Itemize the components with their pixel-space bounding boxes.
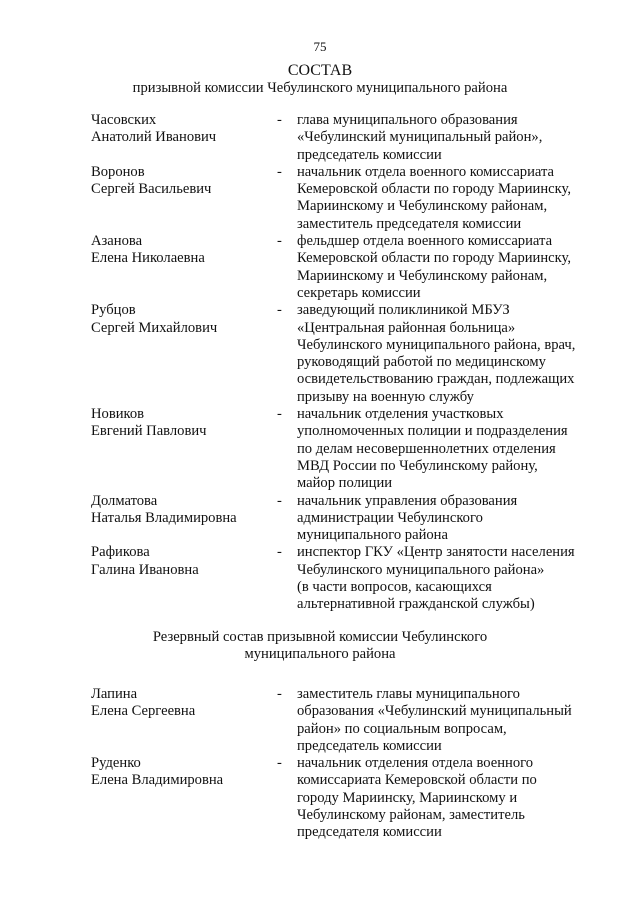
subtitle: призывной комиссии Чебулинского муниципального района: [132, 80, 508, 96]
member-position-line: майор полиции: [297, 475, 393, 492]
member-position: [297, 493, 597, 545]
dash-separator: -: [277, 302, 282, 319]
member-position-line: начальник отдела военного комиссариата: [297, 163, 555, 180]
member-name-line: Елена Сергеевна: [91, 703, 196, 720]
member-name: [91, 755, 261, 790]
member-position-line: администрации Чебулинского: [297, 509, 483, 526]
member-row: [0, 686, 640, 755]
member-name: [91, 302, 261, 337]
member-row: [0, 493, 640, 545]
member-position: [297, 164, 597, 233]
member-name-line: Рубцов: [91, 302, 136, 319]
member-name: [91, 164, 261, 199]
dash-separator: -: [277, 406, 282, 423]
member-position-line: район» по социальным вопросам,: [297, 720, 507, 737]
member-row: [0, 406, 640, 492]
reserve-title: [0, 629, 640, 664]
member-position: [297, 544, 597, 613]
member-name-line: Новиков: [91, 406, 145, 423]
dash-separator: -: [277, 686, 282, 702]
document-title: [0, 62, 640, 97]
member-name-line: Лапина: [91, 686, 138, 702]
member-position-line: альтернативной гражданской службы): [297, 596, 535, 613]
member-position-line: Кемеровской области по городу Мариинску,: [297, 181, 572, 198]
member-position-line: председателя комиссии: [297, 824, 442, 841]
member-name-line: Сергей Васильевич: [91, 181, 212, 198]
member-position-line: Мариинскому и Чебулинскому районам,: [297, 198, 548, 215]
member-position: [297, 406, 597, 492]
dash-separator: -: [277, 755, 282, 772]
member-position-line: «Центральная районная больница»: [297, 319, 516, 336]
member-position-line: инспектор ГКУ «Центр занятости населения: [297, 544, 575, 561]
member-name: [91, 112, 261, 147]
member-position-line: председатель комиссии: [297, 737, 442, 754]
member-position-line: (в части вопросов, касающихся: [297, 579, 492, 596]
reserve-title-line: муниципального района: [244, 646, 396, 663]
member-name-line: Елена Николаевна: [91, 250, 205, 267]
member-row: [0, 544, 640, 613]
dash-separator: -: [277, 233, 282, 250]
member-position-line: заведующий поликлиникой МБУЗ: [297, 302, 510, 319]
page-number: 75: [313, 39, 327, 54]
member-position-line: начальник отделения отдела военного: [297, 755, 534, 772]
member-position-line: муниципального района: [297, 527, 448, 544]
member-position-line: Кемеровской области по городу Мариинску,: [297, 250, 572, 267]
member-position: [297, 233, 597, 302]
dash-separator: -: [277, 112, 282, 128]
member-row: [0, 164, 640, 233]
member-position-line: начальник отделения участковых: [297, 406, 504, 423]
member-row: [0, 755, 640, 841]
member-row: [0, 233, 640, 302]
member-position-line: фельдшер отдела военного комиссариата: [297, 233, 553, 250]
dash-separator: -: [277, 544, 282, 561]
member-position-line: секретарь комиссии: [297, 284, 421, 301]
member-position-line: уполномоченных полиции и подразделения: [297, 423, 568, 440]
member-position-line: образования «Чебулинский муниципальный: [297, 703, 572, 720]
member-name-line: Воронов: [91, 163, 145, 180]
member-name: [91, 686, 261, 721]
member-position-line: начальник управления образования: [297, 492, 518, 509]
member-name: [91, 544, 261, 579]
member-name-line: Рафикова: [91, 544, 150, 561]
member-name-line: Галина Ивановна: [91, 561, 199, 578]
reserve-title-line: Резервный состав призывной комиссии Чебулинского: [152, 629, 488, 645]
main-members-list: [0, 112, 640, 614]
member-position-line: городу Мариинску, Мариинскому и: [297, 789, 518, 806]
member-name-line: Наталья Владимировна: [91, 509, 237, 526]
member-position-line: заместитель председателя комиссии: [297, 215, 522, 232]
member-position: [297, 755, 597, 841]
member-position-line: Чебулинского муниципального района, врач,: [297, 336, 576, 353]
member-name-line: Евгений Павлович: [91, 423, 207, 440]
member-name-line: Сергей Михайлович: [91, 319, 218, 336]
member-name-line: Азанова: [91, 233, 143, 250]
reserve-members-list: [0, 686, 640, 842]
member-row: [0, 302, 640, 406]
title: СОСТАВ: [287, 62, 353, 79]
dash-separator: -: [277, 163, 282, 180]
member-name-line: Анатолий Иванович: [91, 129, 217, 146]
member-position-line: председатель комиссии: [297, 146, 442, 163]
member-position-line: МВД России по Чебулинскому району,: [297, 457, 538, 474]
member-position-line: Чебулинского муниципального района»: [297, 561, 545, 578]
member-name-line: Руденко: [91, 755, 141, 772]
member-position-line: Чебулинскому районам, заместитель: [297, 807, 525, 824]
member-position-line: «Чебулинский муниципальный район»,: [297, 129, 543, 146]
member-position: [297, 112, 597, 164]
member-position-line: глава муниципального образования: [297, 112, 518, 128]
member-position-line: руководящий работой по медицинскому: [297, 354, 546, 371]
member-position-line: Мариинскому и Чебулинскому районам,: [297, 267, 548, 284]
member-position: [297, 686, 597, 755]
member-name: [91, 406, 261, 441]
member-name-line: Долматова: [91, 492, 158, 509]
member-position-line: по делам несовершеннолетних отделения: [297, 440, 556, 457]
dash-separator: -: [277, 492, 282, 509]
member-name-line: Часовских: [91, 112, 157, 128]
member-position-line: комиссариата Кемеровской области по: [297, 772, 537, 789]
member-row: [0, 112, 640, 164]
member-position-line: заместитель главы муниципального: [297, 686, 520, 702]
member-position-line: освидетельствованию граждан, подлежащих: [297, 371, 575, 388]
member-name-line: Елена Владимировна: [91, 772, 224, 789]
member-name: [91, 233, 261, 268]
member-position: [297, 302, 597, 406]
member-name: [91, 493, 261, 528]
member-position-line: призыву на военную службу: [297, 388, 474, 405]
